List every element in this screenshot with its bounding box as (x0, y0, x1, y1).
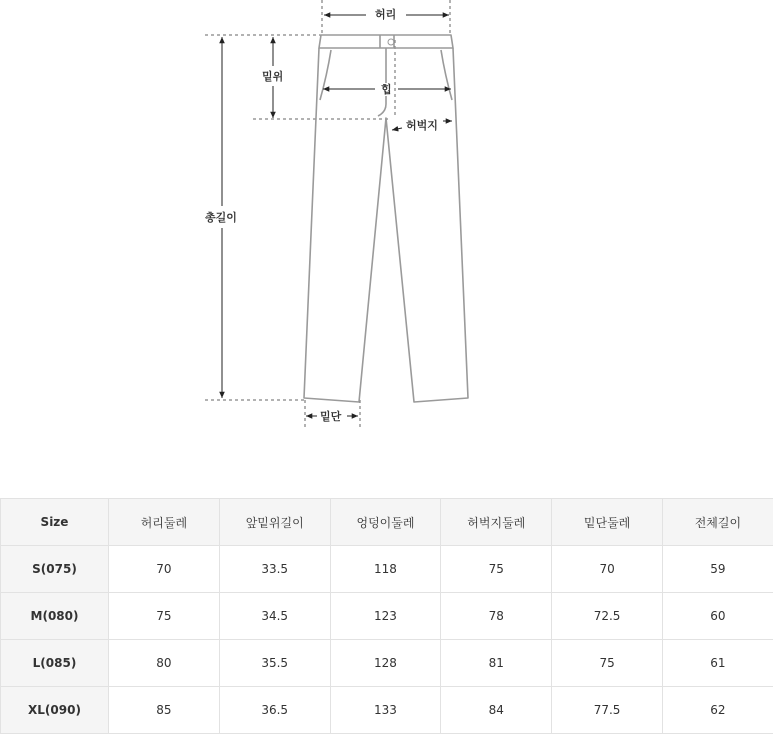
table-cell: 70 (109, 546, 220, 593)
table-cell: 72.5 (552, 593, 663, 640)
table-cell: 62 (662, 687, 773, 734)
table-cell: 128 (330, 640, 441, 687)
table-cell: 75 (109, 593, 220, 640)
size-cell: M(080) (1, 593, 109, 640)
size-cell: XL(090) (1, 687, 109, 734)
dimension-arrows (222, 15, 452, 416)
table-cell: 75 (441, 546, 552, 593)
guide-lines (205, 0, 450, 430)
total-length-label: 총길이 (205, 211, 237, 224)
table-cell: 80 (109, 640, 220, 687)
header-size: Size (1, 499, 109, 546)
table-cell: 61 (662, 640, 773, 687)
table-row (1, 546, 773, 593)
header-thigh: 허벅지둘레 (441, 499, 552, 546)
header-total-length: 전체길이 (662, 499, 773, 546)
table-cell: 81 (441, 640, 552, 687)
table-cell: 77.5 (552, 687, 663, 734)
table-cell: 78 (441, 593, 552, 640)
front-rise-label: 밑위 (262, 70, 283, 83)
table-cell: 70 (552, 546, 663, 593)
table-cell: 75 (552, 640, 663, 687)
table-cell: 59 (662, 546, 773, 593)
hip-label: 힙 (381, 83, 392, 96)
table-cell: 85 (109, 687, 220, 734)
table-cell: 35.5 (219, 640, 330, 687)
thigh-label: 허벅지 (406, 119, 438, 132)
header-front-rise: 앞밑위길이 (219, 499, 330, 546)
table-cell: 60 (662, 593, 773, 640)
table-row (1, 593, 773, 640)
table-cell: 36.5 (219, 687, 330, 734)
waist-label: 허리 (375, 8, 396, 21)
table-cell: 34.5 (219, 593, 330, 640)
header-hem: 밑단둘레 (552, 499, 663, 546)
size-cell: S(075) (1, 546, 109, 593)
size-chart-table (0, 498, 773, 734)
table-cell: 123 (330, 593, 441, 640)
table-row (1, 687, 773, 734)
table-cell: 118 (330, 546, 441, 593)
table-cell: 84 (441, 687, 552, 734)
header-hip: 엉덩이둘레 (330, 499, 441, 546)
table-cell: 33.5 (219, 546, 330, 593)
table-cell: 133 (330, 687, 441, 734)
table-row (1, 640, 773, 687)
size-cell: L(085) (1, 640, 109, 687)
header-waist: 허리둘레 (109, 499, 220, 546)
table-header-row (1, 499, 773, 546)
hem-label: 밑단 (320, 410, 341, 423)
